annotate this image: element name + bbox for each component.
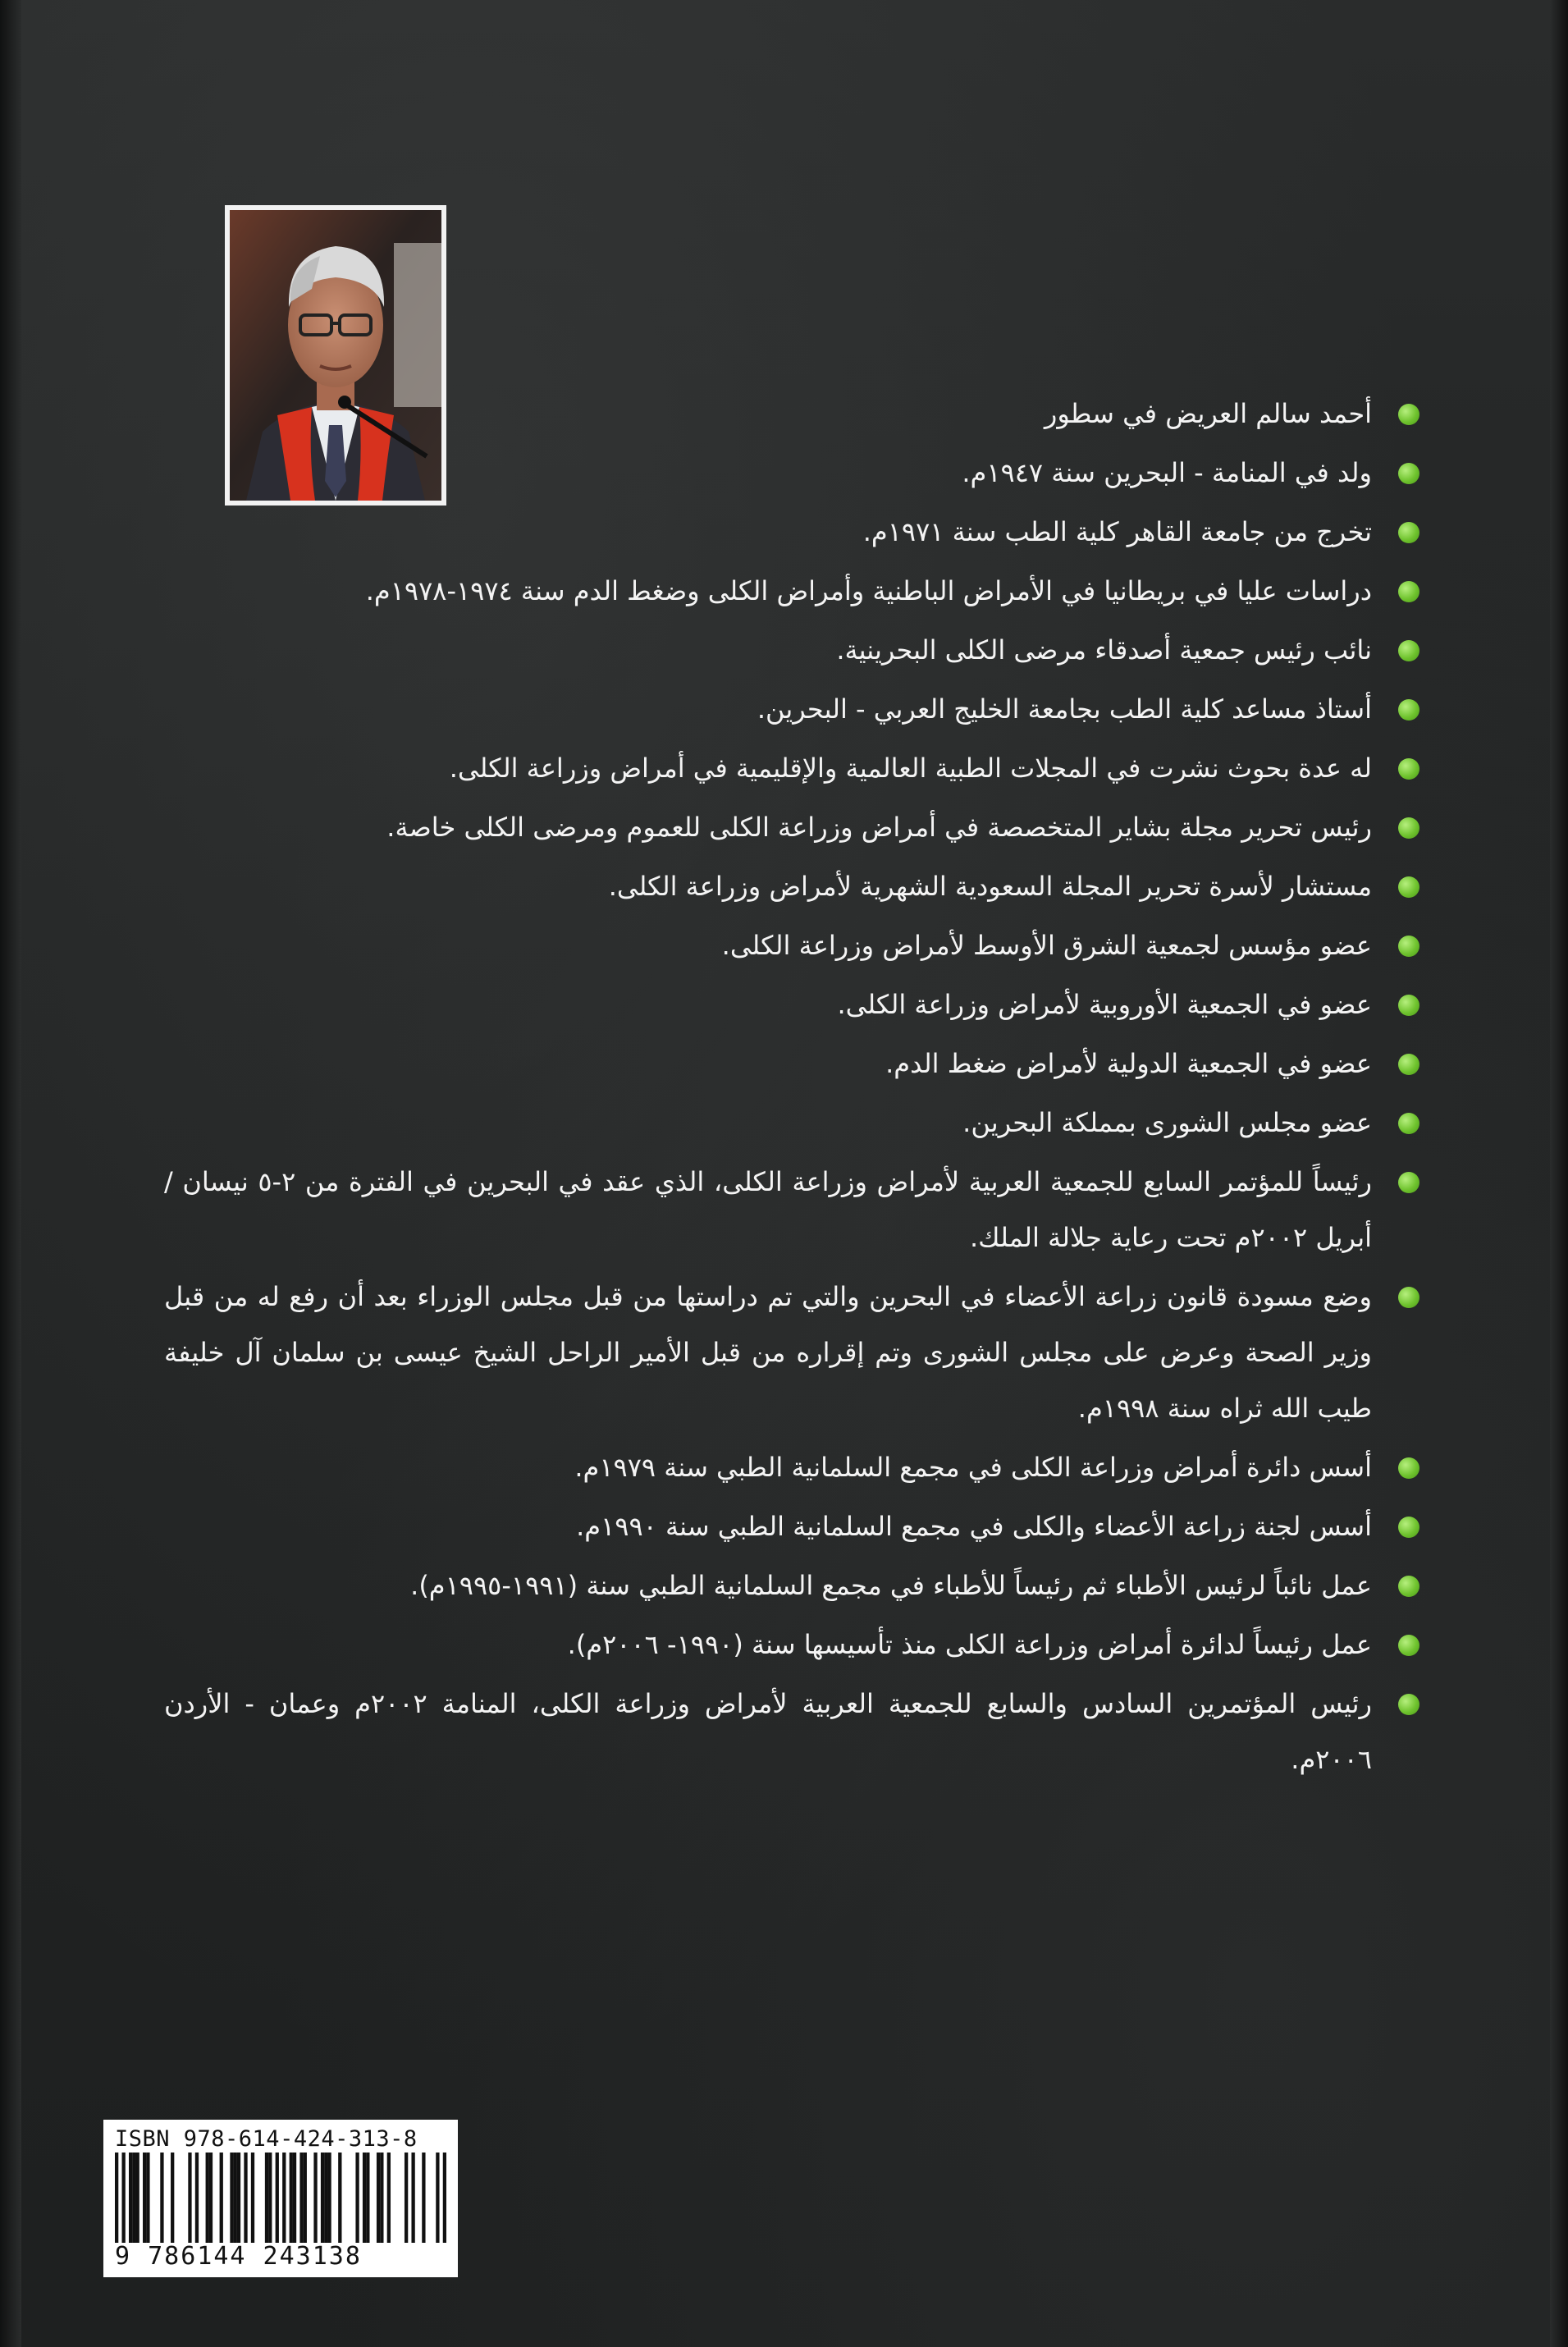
barcode-bar (405, 2153, 408, 2243)
barcode-bar (122, 2153, 126, 2243)
barcode-bar (132, 2153, 135, 2243)
bio-item-text: رئيساً للمؤتمر السابع للجمعية العربية لأمراض وزراعة الكلى، الذي عقد في البحرين في الفترة من ٢-٥ نيسان / أبريل ٢٠٠٢م تحت رعاية جلالة الملك. (164, 1166, 1373, 1253)
barcode-bar (234, 2153, 237, 2243)
green-bullet-icon (1398, 1517, 1419, 1538)
bio-item-text: مستشار لأسرة تحرير المجلة السعودية الشهرية لأمراض وزراعة الكلى. (608, 871, 1372, 902)
bio-item-text: نائب رئيس جمعية أصدقاء مرضى الكلى البحرينية. (836, 634, 1372, 666)
bio-item (164, 740, 1419, 796)
bio-item (164, 504, 1419, 560)
bio-item-text: عضو مؤسس لجمعية الشرق الأوسط لأمراض وزراعة الكلى. (721, 930, 1372, 961)
bio-item (164, 1095, 1419, 1151)
barcode-bar (321, 2153, 324, 2243)
green-bullet-icon (1398, 1635, 1419, 1656)
barcode-bar (171, 2153, 174, 2243)
green-bullet-icon (1398, 522, 1419, 543)
bio-item (164, 1676, 1419, 1787)
bio-item (164, 1154, 1419, 1265)
barcode-bar (115, 2153, 118, 2243)
green-bullet-icon (1398, 1113, 1419, 1134)
bio-item-text: رئيس المؤتمرين السادس والسابع للجمعية العربية لأمراض وزراعة الكلى، المنامة ٢٠٠٢م وعمان - الأردن ٢٠٠٦م. (164, 1688, 1373, 1775)
barcode-bar (422, 2153, 425, 2243)
barcode-bar (237, 2153, 240, 2243)
barcode-bar (380, 2153, 383, 2243)
green-bullet-icon (1398, 1287, 1419, 1308)
barcode-bar (327, 2153, 331, 2243)
bio-item-text: رئيس تحرير مجلة بشاير المتخصصة في أمراض وزراعة الكلى للعموم ومرضى الكلى خاصة. (386, 812, 1372, 843)
barcode-bar (230, 2153, 233, 2243)
barcode-bar (443, 2153, 446, 2243)
green-bullet-icon (1398, 817, 1419, 839)
barcode-bar (195, 2153, 199, 2243)
barcode-bar (160, 2153, 163, 2243)
bio-item-text: تخرج من جامعة القاهر كلية الطب سنة ١٩٧١م. (862, 516, 1372, 547)
barcode-bar (129, 2153, 132, 2243)
green-bullet-icon (1398, 1694, 1419, 1715)
bio-item (164, 917, 1419, 973)
green-bullet-icon (1398, 1054, 1419, 1075)
bio-item (164, 563, 1419, 619)
bio-item (164, 1439, 1419, 1495)
green-bullet-icon (1398, 404, 1419, 425)
barcode-bar (299, 2153, 303, 2243)
barcode-bar (268, 2153, 272, 2243)
barcode-bar (276, 2153, 279, 2243)
bio-item-text: أسس دائرة أمراض وزراعة الكلى في مجمع السلمانية الطبي سنة ١٩٧٩م. (574, 1452, 1372, 1483)
barcode-bar (304, 2153, 307, 2243)
barcode-bar (244, 2153, 247, 2243)
barcode-bar (220, 2153, 223, 2243)
bio-item-text: أحمد سالم العريض في سطور (1044, 398, 1372, 429)
green-bullet-icon (1398, 995, 1419, 1016)
bio-item (164, 858, 1419, 914)
bio-item-text: أسس لجنة زراعة الأعضاء والكلى في مجمع السلمانية الطبي سنة ١٩٩٠م. (576, 1511, 1372, 1542)
green-bullet-icon (1398, 936, 1419, 957)
barcode-bar (282, 2153, 286, 2243)
bio-item-text: دراسات عليا في بريطانيا في الأمراض الباطنية وأمراض الكلى وضغط الدم سنة ١٩٧٤-١٩٧٨م. (365, 575, 1372, 606)
barcode-bar (146, 2153, 149, 2243)
bio-item-text: عضو في الجمعية الدولية لأمراض ضغط الدم. (885, 1048, 1372, 1079)
barcode-bar (387, 2153, 391, 2243)
bio-item-text: أستاذ مساعد كلية الطب بجامعة الخليج العربي - البحرين. (757, 693, 1372, 725)
green-bullet-icon (1398, 640, 1419, 661)
barcode-bar (206, 2153, 209, 2243)
bio-item-text: وضع مسودة قانون زراعة الأعضاء في البحرين والتي تم دراستها من قبل مجلس الوزراء بعد أن رفع له من قبل وزير الصحة وعرض على مجلس الشورى وتم إقراره من قبل الأمير الراحل الشيخ عيسى بن سلمان آل خليفة طيب الله ثراه سنة ١٩٩٨م. (164, 1281, 1372, 1424)
barcode-bar (363, 2153, 366, 2243)
green-bullet-icon (1398, 876, 1419, 898)
barcode-bar (143, 2153, 146, 2243)
barcode-bar (411, 2153, 414, 2243)
bio-item-text: عضو في الجمعية الأوروبية لأمراض وزراعة الكلى. (837, 989, 1372, 1020)
green-bullet-icon (1398, 1457, 1419, 1479)
barcode-bar (324, 2153, 327, 2243)
bio-item-text: عضو مجلس الشورى بمملكة البحرين. (962, 1107, 1372, 1138)
barcode-bar (290, 2153, 293, 2243)
green-bullet-icon (1398, 1576, 1419, 1597)
bio-item (164, 445, 1419, 501)
bio-item (164, 1558, 1419, 1613)
barcode-digits: 9 786144 243138 (115, 2242, 362, 2271)
bio-item-text: عمل نائباً لرئيس الأطباء ثم رئيساً للأطباء في مجمع السلمانية الطبي سنة (١٩٩١-١٩٩٥م). (410, 1570, 1372, 1601)
barcode-bar (355, 2153, 359, 2243)
book-page-edge (1550, 0, 1568, 2347)
bio-item-text: عمل رئيساً لدائرة أمراض وزراعة الكلى منذ تأسيسها سنة (١٩٩٠- ٢٠٠٦م). (567, 1629, 1372, 1660)
book-spine-edge (0, 0, 21, 2347)
bio-item (164, 1617, 1419, 1672)
barcode-bar (188, 2153, 191, 2243)
bio-item-text: له عدة بحوث نشرت في المجلات الطبية العالمية والإقليمية في أمراض وزراعة الكلى. (449, 753, 1372, 784)
barcode-bar (338, 2153, 341, 2243)
barcode-bars (115, 2153, 446, 2243)
barcode-bar (293, 2153, 296, 2243)
author-bio-list (164, 386, 1419, 1791)
barcode-bar (209, 2153, 213, 2243)
bio-item-text: ولد في المنامة - البحرين سنة ١٩٤٧م. (962, 457, 1372, 488)
green-bullet-icon (1398, 699, 1419, 721)
barcode-bar (251, 2153, 254, 2243)
isbn-barcode (103, 2120, 458, 2277)
bio-item (164, 386, 1419, 441)
green-bullet-icon (1398, 758, 1419, 780)
barcode-bar (313, 2153, 317, 2243)
bio-item (164, 1269, 1419, 1436)
green-bullet-icon (1398, 581, 1419, 602)
bio-item (164, 622, 1419, 678)
barcode-bar (366, 2153, 369, 2243)
bio-item (164, 1036, 1419, 1091)
bio-item (164, 977, 1419, 1032)
green-bullet-icon (1398, 1172, 1419, 1193)
bio-item (164, 1498, 1419, 1554)
barcode-bar (436, 2153, 439, 2243)
bio-item (164, 799, 1419, 855)
isbn-label: ISBN 978-614-424-313-8 (115, 2126, 418, 2152)
barcode-bar (136, 2153, 139, 2243)
green-bullet-icon (1398, 463, 1419, 484)
barcode-bar (377, 2153, 380, 2243)
barcode-bar (265, 2153, 268, 2243)
bio-item (164, 681, 1419, 737)
